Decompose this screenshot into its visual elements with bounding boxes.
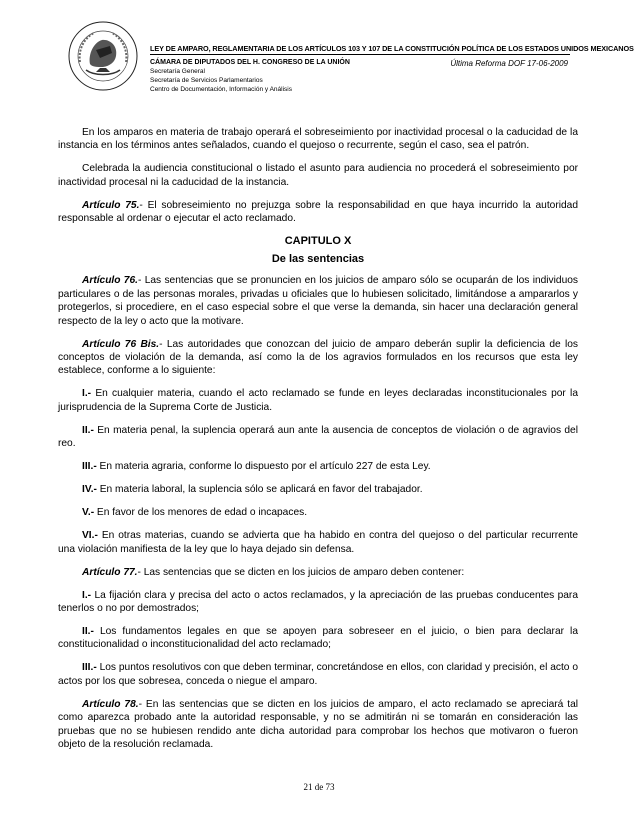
fraction-label: IV.- bbox=[82, 484, 97, 496]
fraction-label: III.- bbox=[82, 662, 97, 674]
fraction-text: Los puntos resolutivos con que deben terminar, concretándose en ellos, con claridad y precisión, el acto o actos por los que sobresea, conceda o niegue el amparo. bbox=[58, 662, 578, 687]
article-77 bbox=[58, 566, 578, 579]
article-76 bbox=[58, 274, 578, 328]
fraction-v bbox=[58, 506, 578, 519]
document-body bbox=[58, 126, 578, 761]
fraction-text: En materia agraria, conforme lo dispuesto por el artículo 227 de esta Ley. bbox=[96, 461, 431, 473]
article-text: - En las sentencias que se dicten en los juicios de amparo, el acto reclamado se apreciará tal como aparezca probado ante la autoridad responsable, y no se admitirán ni se tomarán en consideración las pruebas que no se hubiesen rendido ante dicha autoridad para comprobar los hechos que motivaron o fueron objeto de la resolución reclamada. bbox=[58, 698, 578, 751]
fraction-ii bbox=[58, 625, 578, 652]
header-divider bbox=[150, 54, 570, 55]
secretaria-servicios: Secretaría de Servicios Parlamentarios bbox=[150, 77, 263, 84]
article-78 bbox=[58, 698, 578, 752]
fraction-label: III.- bbox=[82, 461, 97, 473]
page-number: 21 de 73 bbox=[303, 782, 335, 792]
fraction-iii bbox=[58, 460, 578, 473]
article-76-bis bbox=[58, 338, 578, 378]
fraction-label: V.- bbox=[82, 507, 95, 519]
article-text: - Las sentencias que se dicten en los juicios de amparo deben contener: bbox=[137, 566, 465, 578]
fraction-text: La fijación clara y precisa del acto o actos reclamados, y la apreciación de las pruebas conducentes para tenerlos o no por demostrados; bbox=[58, 589, 578, 615]
chapter-title: De las sentencias bbox=[271, 252, 365, 265]
fraction-iv bbox=[58, 483, 578, 496]
article-text: - Las sentencias que se pronuncien en los juicios de amparo sólo se ocuparán de los individuos particulares o de las personas morales, privadas u oficiales que lo hubiesen solicitado, limitándose a ampararlos y protegerlos, si procediere, en el caso especial sobre el que verse la demanda, sin hacer una declaración general respecto de la ley o acto que la motivare. bbox=[58, 275, 578, 327]
article-label: Artículo 76. bbox=[82, 275, 138, 287]
article-label: Artículo 76 Bis. bbox=[82, 338, 160, 350]
paragraph: Celebrada la audiencia constitucional o listado el asunto para audiencia no procederá el sobreseimiento por inactividad procesal ni la caducidad de la instancia. bbox=[58, 163, 578, 188]
fraction-label: I.- bbox=[82, 388, 92, 400]
fraction-ii bbox=[58, 424, 578, 451]
secretaria-general: Secretaría General bbox=[150, 68, 205, 75]
fraction-vi bbox=[58, 529, 578, 556]
fraction-label: II.- bbox=[82, 424, 94, 436]
fraction-iii bbox=[58, 661, 578, 688]
fraction-text: Los fundamentos legales en que se apoyen para sobreseer en el juicio, o bien para declarar la constitucionalidad o inconstitucionalidad del acto reclamado; bbox=[58, 626, 578, 651]
article-label: Artículo 78. bbox=[82, 698, 139, 710]
mexico-coat-of-arms-seal bbox=[66, 20, 140, 92]
fraction-text: En otras materias, cuando se advierta que ha habido en contra del quejoso o del particular recurrente una violación manifiesta de la ley que lo haya dejado sin defensa. bbox=[58, 530, 578, 555]
fraction-label: I.- bbox=[82, 589, 92, 601]
fraction-i bbox=[58, 589, 578, 616]
last-reform-date: Última Reforma DOF 17-06-2009 bbox=[450, 59, 568, 68]
fraction-label: II.- bbox=[82, 626, 94, 638]
centro-documentacion: Centro de Documentación, Información y Análisis bbox=[150, 86, 292, 93]
paragraph: En los amparos en materia de trabajo operará el sobreseimiento por inactividad procesal o la caducidad de la instancia en los términos antes señalados, cuando el quejoso o recurrente, según el caso, sea el patrón. bbox=[58, 127, 578, 152]
fraction-i bbox=[58, 387, 578, 414]
fraction-text: En favor de los menores de edad o incapaces. bbox=[94, 507, 308, 519]
article-text: - Las autoridades que conozcan del juicio de amparo deberán suplir la deficiencia de los conceptos de violación de la demanda, así como la de los agravios formulados en los recursos que esta ley establece, conforme a lo siguiente: bbox=[58, 338, 578, 377]
article-75 bbox=[58, 199, 578, 226]
article-label: Artículo 77. bbox=[82, 566, 138, 578]
fraction-text: En materia laboral, la suplencia sólo se aplicará en favor del trabajador. bbox=[96, 484, 423, 496]
law-title-header: LEY DE AMPARO, REGLAMENTARIA DE LOS ARTÍCULOS 103 Y 107 DE LA CONSTITUCIÓN POLÍTICA DE LOS ESTADOS UNIDOS MEXICANOS bbox=[150, 44, 634, 53]
article-text: - El sobreseimiento no prejuzga sobre la responsabilidad en que haya incurrido la autoridad responsable al ordenar o ejecutar el acto reclamado. bbox=[58, 199, 578, 225]
fraction-label: VI.- bbox=[82, 530, 98, 542]
chapter-number: CAPITULO X bbox=[284, 235, 352, 248]
fraction-text: En materia penal, la suplencia operará aun ante la ausencia de conceptos de violación o de agravios del reo. bbox=[58, 424, 578, 450]
fraction-text: En cualquier materia, cuando el acto reclamado se funde en leyes declaradas inconstitucionales por la jurisprudencia de la Suprema Corte de Justicia. bbox=[58, 388, 578, 413]
article-label: Artículo 75. bbox=[82, 199, 140, 211]
chamber-name: CÁMARA DE DIPUTADOS DEL H. CONGRESO DE LA UNIÓN bbox=[150, 59, 350, 66]
